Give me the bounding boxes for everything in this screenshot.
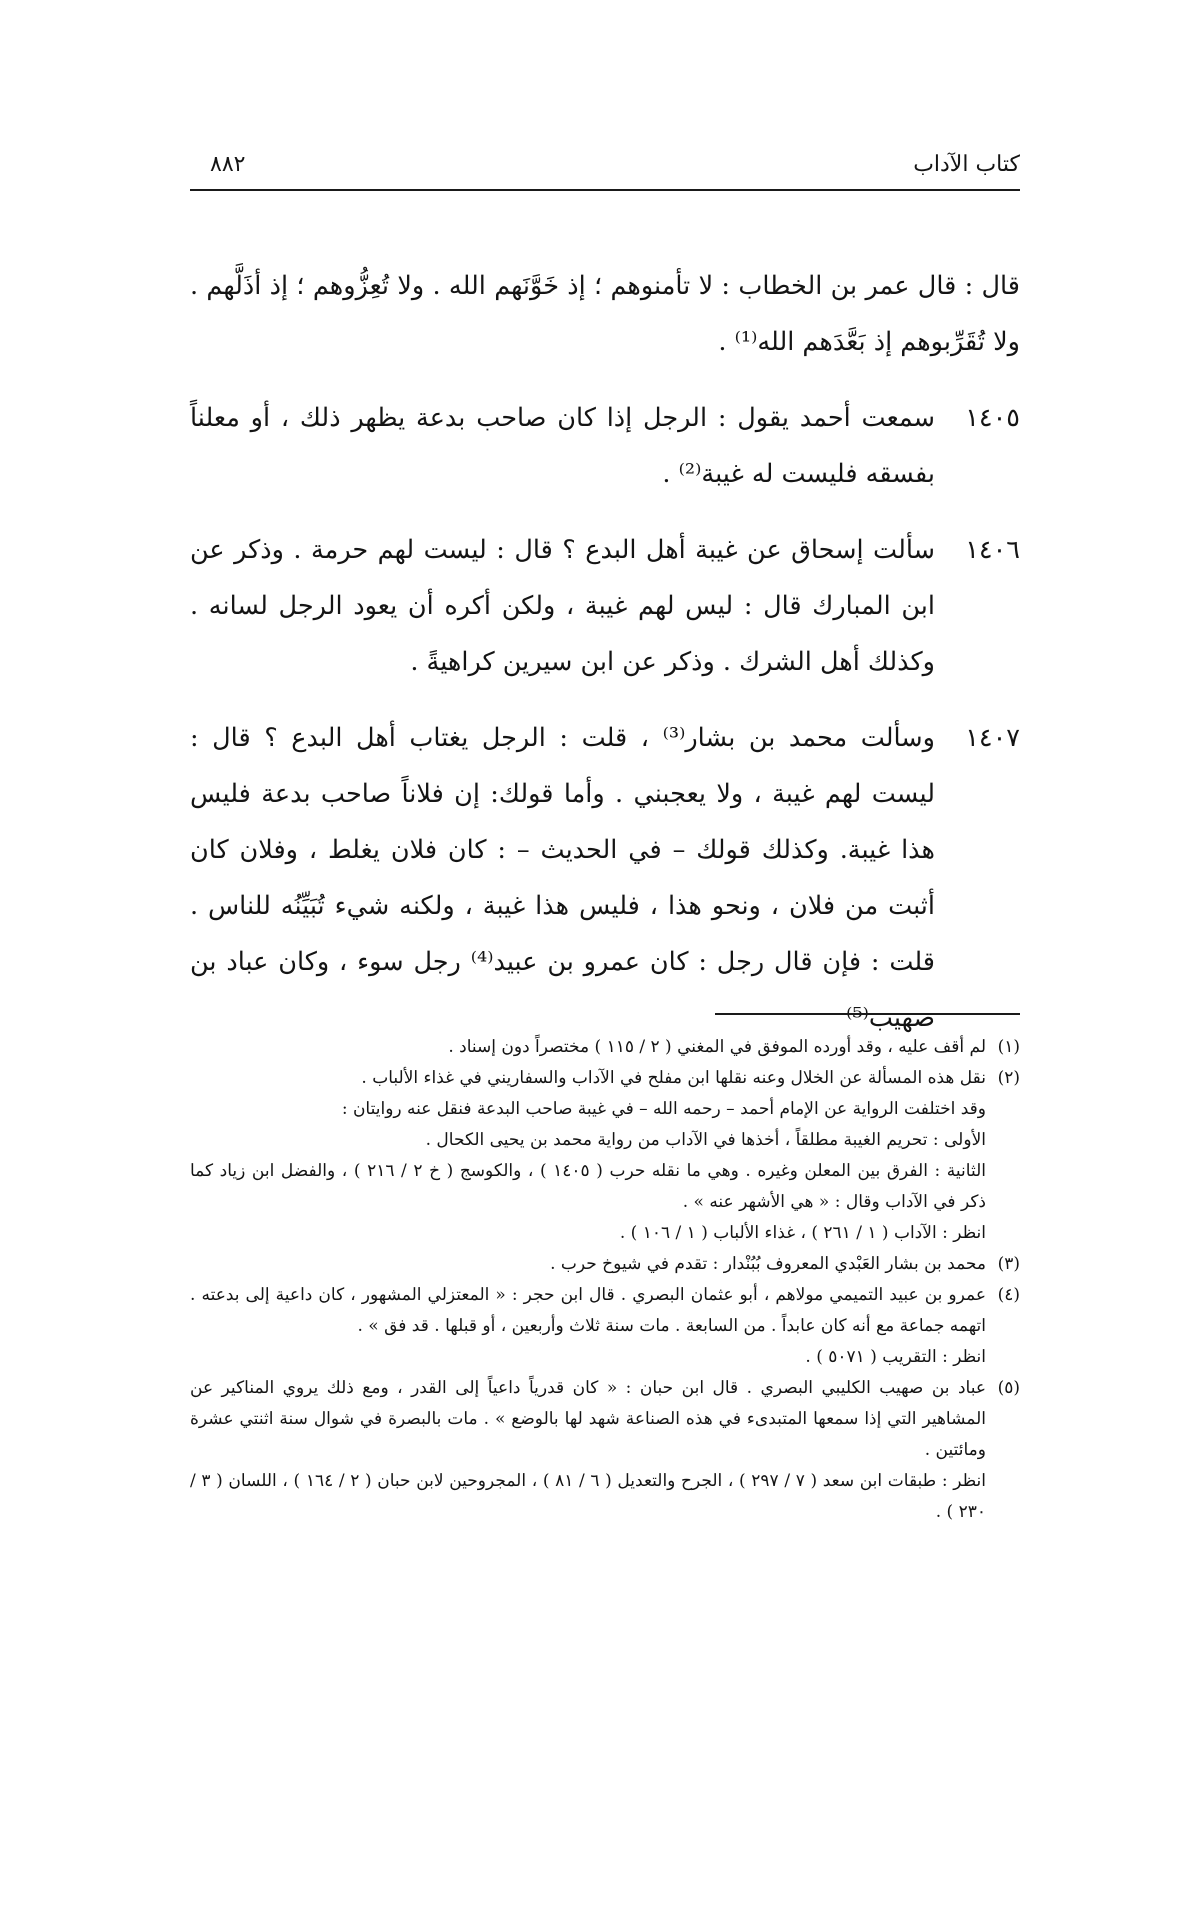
footnote-separator [715, 1013, 1020, 1015]
footnote-number: (٢) [997, 1068, 1020, 1088]
numbered-paragraph [190, 390, 1020, 502]
footnote-line: انظر : الآداب ( ١ / ٢٦١ ) ، غذاء الألباب ( ١ / ١٠٦ ) . [619, 1223, 986, 1243]
paragraph-number: ١٤٠٧ [965, 723, 1020, 753]
footnotes [190, 1032, 1020, 1528]
footnote [190, 1032, 1020, 1063]
footnote-line: لم أقف عليه ، وقد أورده الموفق في المغني ( ٢ / ١١٥ ) مختصراً دون إسناد . [448, 1037, 986, 1057]
paragraph-text: وسألت محمد بن بشار⁽³⁾ ، قلت : الرجل يغتاب أهل البدع ؟ قال : ليست لهم غيبة ، ولا يعجبني . وأما قولك: إن فلاناً صاحب بدعة فليس هذا غيبة. وكذلك قولك – في الحديث – : كان فلان يغلط ، وفلان كان أثبت من فلان ، ونحو هذا ، فليس هذا غيبة ، ولكنه شيء تُبَيِّنُه للناس . قلت : فإن قال رجل : كان عمرو بن عبيد⁽⁴⁾ رجل سوء ، وكان عباد بن صهيب⁽⁵⁾ [190, 723, 935, 1033]
footnote [190, 1373, 1020, 1528]
paragraph-number: ١٤٠٦ [965, 535, 1020, 565]
footnote-number: (٥) [997, 1378, 1020, 1398]
numbered-paragraph [190, 522, 1020, 690]
footnote-line: وقد اختلفت الرواية عن الإمام أحمد – رحمه الله – في غيبة صاحب البدعة فنقل عنه روايتان : [341, 1099, 986, 1119]
footnote-line: انظر : طبقات ابن سعد ( ٧ / ٢٩٧ ) ، الجرح والتعديل ( ٦ / ٨١ ) ، المجروحين لابن حبان ( ٢ / ١٦٤ ) ، اللسان ( ٣ / ٢٣٠ ) . [190, 1471, 986, 1522]
footnote-number: (٤) [997, 1285, 1020, 1305]
footnote-line: محمد بن بشار العَبْدي المعروف بُبُنْدار : تقدم في شيوخ حرب . [550, 1254, 986, 1274]
footnote-line: نقل هذه المسألة عن الخلال وعنه نقلها ابن مفلح في الآداب والسفاريني في غذاء الألباب . [361, 1068, 986, 1088]
footnote-line: عمرو بن عبيد التميمي مولاهم ، أبو عثمان البصري . قال ابن حجر : « المعتزلي المشهور ، كان داعية إلى بدعته . اتهمه جماعة مع أنه كان عابداً . من السابعة . مات سنة ثلاث وأربعين ، أو قبلها . قد فق » . [190, 1285, 986, 1336]
footnote [190, 1280, 1020, 1373]
paragraph-number: ١٤٠٥ [965, 403, 1020, 433]
paragraph-text: سمعت أحمد يقول : الرجل إذا كان صاحب بدعة يظهر ذلك ، أو معلناً بفسقه فليست له غيبة⁽²⁾ . [190, 403, 935, 489]
footnote-line: انظر : التقريب ( ٥٠٧١ ) . [805, 1347, 986, 1367]
paragraph-text: سألت إسحاق عن غيبة أهل البدع ؟ قال : ليست لهم حرمة . وذكر عن ابن المبارك قال : ليس لهم غيبة ، ولكن أكره أن يعود الرجل لسانه . وكذلك أهل الشرك . وذكر عن ابن سيرين كراهيةً . [190, 535, 935, 677]
footnote [190, 1249, 1020, 1280]
page-number: ٨٨٢ [210, 152, 246, 177]
footnote-line: الثانية : الفرق بين المعلن وغيره . وهي ما نقله حرب ( ١٤٠٥ ) ، والكوسج ( خ ٢ / ٢١٦ ) ، والفضل ابن زياد كما ذكر في الآداب وقال : « هي الأشهر عنه » . [190, 1161, 986, 1212]
footnote-line: عباد بن صهيب الكليبي البصري . قال ابن حبان : « كان قدرياً داعياً إلى القدر ، ومع ذلك يروي المناكير عن المشاهير التي إذا سمعها المتبدىء في هذه الصناعة شهد لها بالوضع » . مات بالبصرة في شوال سنة اثنتي عشرة ومائتين . [190, 1378, 986, 1460]
header-rule [190, 189, 1020, 191]
paragraph [190, 258, 1020, 370]
numbered-paragraph [190, 710, 1020, 1046]
footnote-line: الأولى : تحريم الغيبة مطلقاً ، أخذها في الآداب من رواية محمد بن يحيى الكحال . [425, 1130, 986, 1150]
footnote-number: (٣) [997, 1254, 1020, 1274]
footnote-number: (١) [997, 1037, 1020, 1057]
footnote [190, 1063, 1020, 1249]
book-title: كتاب الآداب [913, 152, 1020, 177]
page-header [190, 152, 1020, 192]
main-text [190, 258, 1020, 1066]
paragraph-text: قال : قال عمر بن الخطاب : لا تأمنوهم ؛ إذ خَوَّنَهم الله . ولا تُعِزُّوهم ؛ إذ أذَلَّهم . ولا تُقَرِّبوهم إذ بَعَّدَهم الله⁽¹⁾ . [190, 271, 1020, 357]
